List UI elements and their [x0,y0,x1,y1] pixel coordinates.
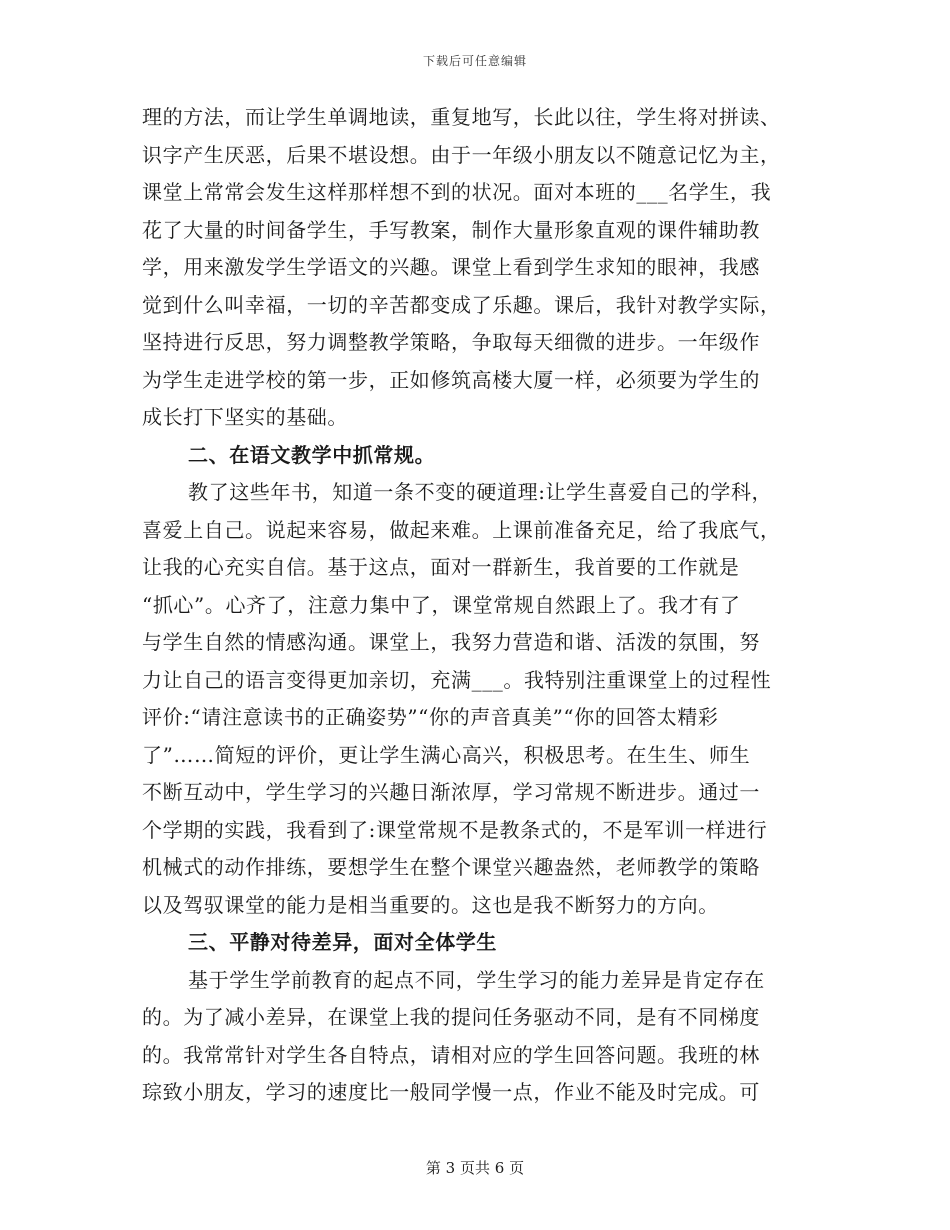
text-line: 以及驾驭课堂的能力是相当重要的。这也是我不断努力的方向。 [142,892,719,917]
text-line: 喜爱上自己。说起来容易，做起来难。上课前准备充足，给了我底气， [142,517,781,542]
paragraph-first-line: 教了这些年书，知道一条不变的硬道理:让学生喜爱自己的学科， [188,480,773,504]
text-line: 机械式的动作排练，要想学生在整个课堂兴趣盎然，老师教学的策略 [142,855,760,879]
text-line: 坚持进行反思，努力调整教学策略，争取每天细微的进步。一年级作 [142,330,760,354]
text-line: 力让自己的语言变得更加亲切，充满___。我特别注重课堂上的过程性 [142,667,772,692]
text-line: 的。为了减小差异，在课堂上我的提问任务驱动不同，是有不同梯度 [142,1005,760,1029]
text-line: 的。我常常针对学生各自特点，请相对应的学生回答问题。我班的林 [142,1042,760,1067]
page-footer: 第 3 页共 6 页 [425,1159,525,1177]
text-line: 课堂上常常会发生这样那样想不到的状况。面对本班的___名学生，我 [142,180,772,204]
text-line: 让我的心充实自信。基于这点，面对一群新生，我首要的工作就是 [142,555,740,579]
text-line: 个学期的实践，我看到了:课堂常规不是教条式的，不是军训一样进行 [142,817,768,842]
text-line: 成长打下坚实的基础。 [142,405,348,429]
text-line: 与学生自然的情感沟通。课堂上，我努力营造和谐、活泼的氛围，努 [142,630,760,654]
text-line: 了”……简短的评价，更让学生满心高兴，积极思考。在生生、师生 [142,742,751,767]
text-line: 学，用来激发学生学语文的兴趣。课堂上看到学生求知的眼神，我感 [142,255,760,279]
text-line: 识字产生厌恶，后果不堪设想。由于一年级小朋友以不随意记忆为主， [142,142,781,167]
document-body [142,99,807,1112]
text-line: 为学生走进学校的第一步，正如修筑高楼大厦一样，必须要为学生的 [142,367,760,392]
text-line: 评价:“请注意读书的正确姿势”“你的声音真美”“你的回答太精彩 [142,705,719,729]
text-line: 琮致小朋友，学习的速度比一般同学慢一点，作业不能及时完成。可 [142,1080,760,1104]
section-heading-3: 三、平静对待差异，面对全体学生 [188,930,497,954]
text-line: 花了大量的时间备学生，手写教案，制作大量形象直观的课件辅助教 [142,217,760,242]
paragraph-first-line: 基于学生学前教育的起点不同，学生学习的能力差异是肯定存在 [188,967,765,992]
page-header: 下载后可任意编辑 [422,54,527,68]
text-line: “抓心”。心齐了，注意力集中了，课堂常规自然跟上了。我才有了 [142,592,741,617]
section-heading-2: 二、在语文教学中抓常规。 [188,442,436,467]
text-line: 不断互动中，学生学习的兴趣日渐浓厚，学习常规不断进步。通过一 [142,780,760,804]
text-line: 觉到什么叫幸福，一切的辛苦都变成了乐趣。课后，我针对教学实际， [142,292,781,317]
text-line: 理的方法，而让学生单调地读，重复地写，长此以往，学生将对拼读、 [142,105,781,129]
